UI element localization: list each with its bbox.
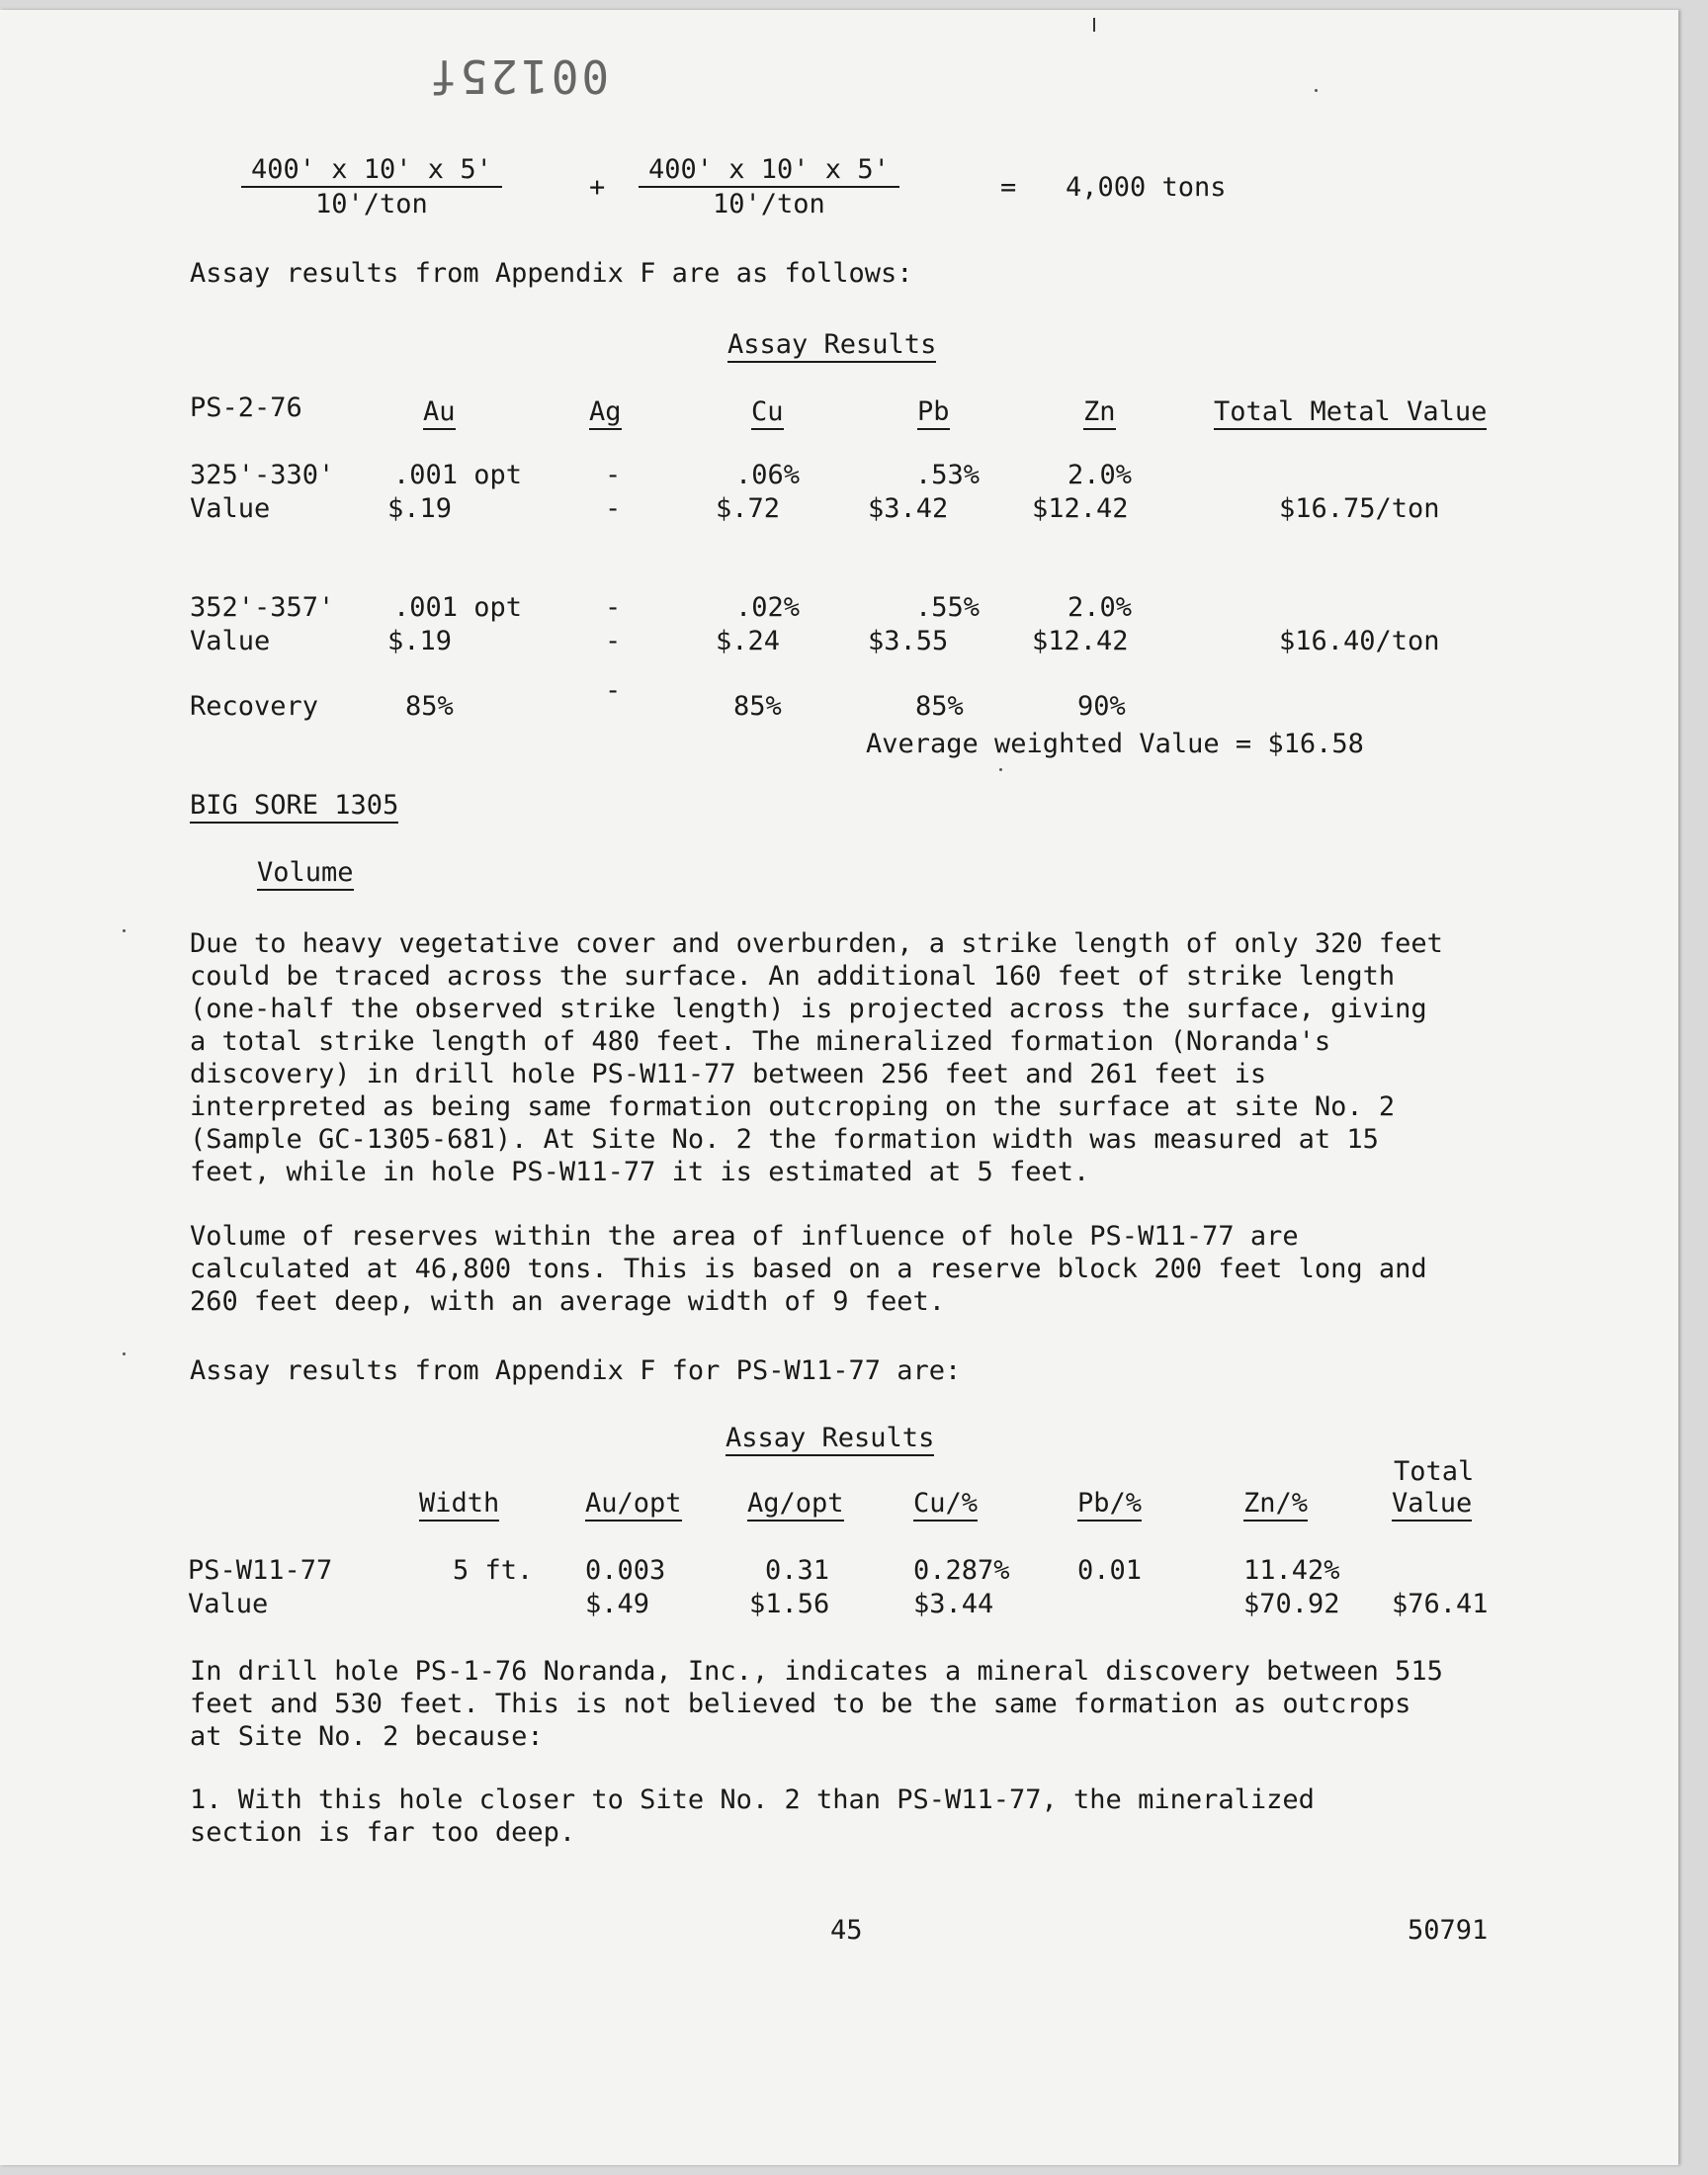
subsection-title: Volume xyxy=(257,857,354,891)
cell-width: 5 ft. xyxy=(453,1555,534,1586)
formula-fraction-1 xyxy=(241,153,502,220)
formula-result: 4,000 tons xyxy=(1066,172,1227,203)
cell-ag: - xyxy=(605,493,622,524)
cell-zn: $12.42 xyxy=(1032,626,1129,656)
column-header-zn: Zn xyxy=(1083,396,1116,430)
intro-text: Assay results from Appendix F for PS-W11-77 are: xyxy=(190,1355,962,1386)
scan-speck xyxy=(1315,89,1318,92)
paragraph: Volume of reserves within the area of influence of hole PS-W11-77 are calculated at 46,800 tons. This is based on a reserve block 200 feet long and 260 feet deep, with an average width of 9 feet. xyxy=(190,1221,1427,1317)
scan-mark xyxy=(1093,18,1095,32)
cell-au: 85% xyxy=(405,691,454,722)
cell-total: $16.40/ton xyxy=(1279,626,1440,656)
table-caption: Assay Results xyxy=(726,1423,934,1456)
cell-cu: $.24 xyxy=(716,626,781,656)
cell-pb: .55% xyxy=(915,592,981,623)
cell-cu: .02% xyxy=(735,592,801,623)
column-header-cu-pct: Cu/% xyxy=(913,1488,978,1522)
cell-cu: 85% xyxy=(733,691,782,722)
column-header-pb: Pb xyxy=(917,396,950,430)
cell-pb: $3.42 xyxy=(868,493,949,524)
cell-zn-pct: 11.42% xyxy=(1243,1555,1340,1586)
row-label: Value xyxy=(190,626,271,656)
column-header-ag-opt: Ag/opt xyxy=(747,1488,844,1522)
table-caption: Assay Results xyxy=(727,329,936,363)
cell-zn: 2.0% xyxy=(1068,460,1133,490)
formula-plus: + xyxy=(589,172,606,203)
cell-ag: - xyxy=(605,460,622,490)
scan-speck xyxy=(123,929,126,932)
hole-label: PS-2-76 xyxy=(190,392,302,423)
cell-total-value: $76.41 xyxy=(1392,1589,1489,1619)
formula-numerator: 400' x 10' x 5' xyxy=(639,153,899,188)
cell-au-opt: $.49 xyxy=(585,1589,650,1619)
cell-cu-pct: 0.287% xyxy=(913,1555,1010,1586)
formula-denominator: 10'/ton xyxy=(315,189,428,219)
cell-au: $.19 xyxy=(387,493,453,524)
cell-au: $.19 xyxy=(387,626,453,656)
scan-speck xyxy=(999,768,1002,771)
column-header-zn-pct: Zn/% xyxy=(1243,1488,1308,1522)
formula-fraction-2 xyxy=(639,153,899,220)
row-label: 325'-330' xyxy=(190,460,335,490)
paragraph: 1. With this hole closer to Site No. 2 than PS-W11-77, the mineralized section is far too deep. xyxy=(190,1784,1315,1848)
row-label: PS-W11-77 xyxy=(188,1555,333,1586)
section-title: BIG SORE 1305 xyxy=(190,790,398,824)
row-label: Value xyxy=(190,493,271,524)
cell-total: $16.75/ton xyxy=(1279,493,1440,524)
column-header-ag: Ag xyxy=(589,396,622,430)
cell-ag: - xyxy=(605,592,622,623)
cell-zn: $12.42 xyxy=(1032,493,1129,524)
column-header-au-opt: Au/opt xyxy=(585,1488,682,1522)
intro-text: Assay results from Appendix F are as follows: xyxy=(190,258,913,289)
paragraph: In drill hole PS-1-76 Noranda, Inc., indicates a mineral discovery between 515 feet and 530 feet. This is not believed to be the same formation as outcrops at Site No. 2 because: xyxy=(190,1656,1443,1752)
cell-ag-opt: $1.56 xyxy=(749,1589,830,1619)
scan-speck xyxy=(123,1352,126,1355)
cell-zn: 90% xyxy=(1077,691,1126,722)
cell-ag: - xyxy=(605,675,622,706)
cell-ag-opt: 0.31 xyxy=(765,1555,830,1586)
column-header-total-metal-value: Total Metal Value xyxy=(1214,396,1487,430)
stamp-number: 00125f xyxy=(427,49,610,103)
row-label: Value xyxy=(188,1589,269,1619)
formula-numerator: 400' x 10' x 5' xyxy=(241,153,502,188)
column-header-pb-pct: Pb/% xyxy=(1077,1488,1142,1522)
page-number: 45 xyxy=(830,1915,863,1946)
formula-equals: = xyxy=(1000,172,1017,203)
cell-pb: 85% xyxy=(915,691,964,722)
paragraph: Due to heavy vegetative cover and overburden, a strike length of only 320 feet could be traced across the surface. An additional 160 feet of strike length (one-half the observed strike length) is projected across the surface, giving a total strike length of 480 feet. The mineralized formation (Noranda's discovery) in drill hole PS-W11-77 between 256 feet and 261 feet is interpreted as being same formation outcroping on the surface at site No. 2 (Sample GC-1305-681). At Site No. 2 the formation width was measured at 15 feet, while in hole PS-W11-77 it is estimated at 5 feet. xyxy=(190,928,1443,1187)
cell-zn-pct: $70.92 xyxy=(1243,1589,1340,1619)
cell-cu: .06% xyxy=(735,460,801,490)
cell-au-opt: 0.003 xyxy=(585,1555,666,1586)
cell-cu-pct: $3.44 xyxy=(913,1589,994,1619)
cell-pb-pct: 0.01 xyxy=(1077,1555,1143,1586)
column-header-cu: Cu xyxy=(751,396,784,430)
cell-pb: .53% xyxy=(915,460,981,490)
cell-au: .001 opt xyxy=(393,460,523,490)
formula-denominator: 10'/ton xyxy=(713,189,825,219)
cell-cu: $.72 xyxy=(716,493,781,524)
cell-au: .001 opt xyxy=(393,592,523,623)
cell-zn: 2.0% xyxy=(1068,592,1133,623)
column-header-width: Width xyxy=(419,1488,499,1522)
column-header-au: Au xyxy=(423,396,456,430)
row-label: 352'-357' xyxy=(190,592,335,623)
row-label: Recovery xyxy=(190,691,319,722)
column-header-value: Value xyxy=(1392,1488,1472,1522)
column-header-total-top: Total xyxy=(1394,1456,1475,1487)
cell-ag: - xyxy=(605,626,622,656)
average-weighted-value: Average weighted Value = $16.58 xyxy=(866,729,1364,759)
cell-pb: $3.55 xyxy=(868,626,949,656)
document-number: 50791 xyxy=(1408,1915,1489,1946)
document-page xyxy=(0,10,1678,2165)
